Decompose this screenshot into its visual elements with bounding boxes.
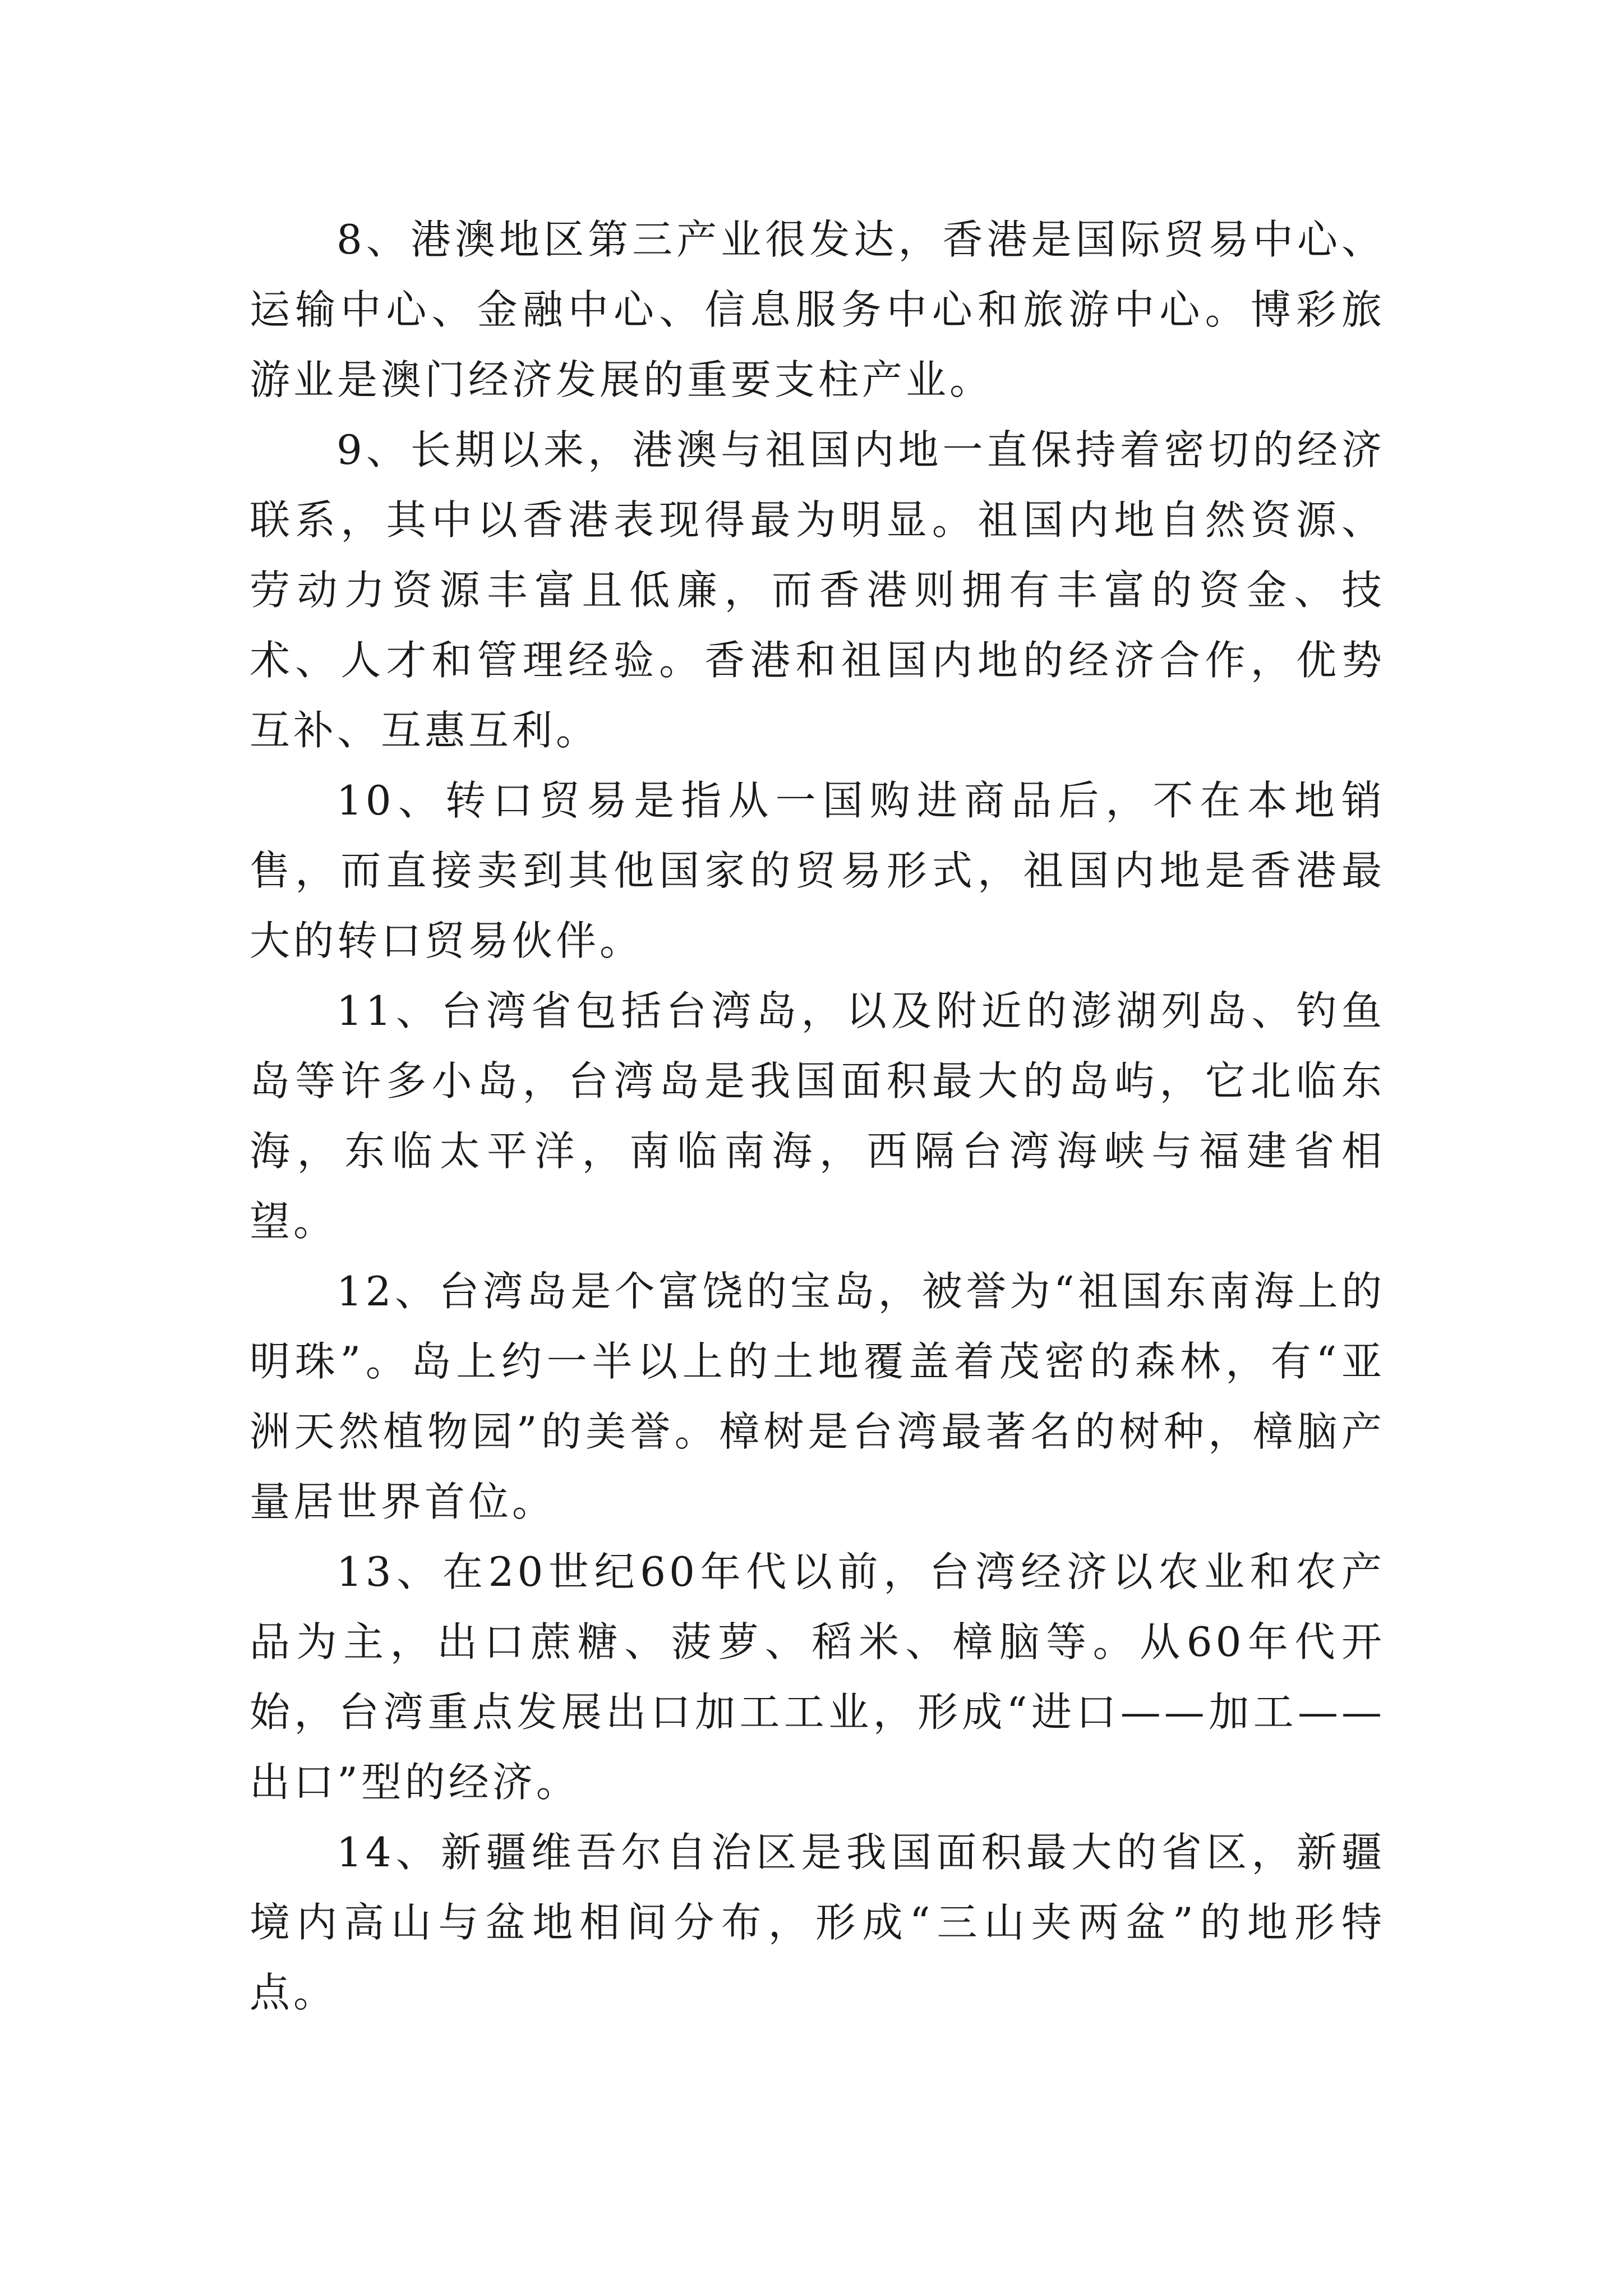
paragraph-14: 14、新疆维吾尔自治区是我国面积最大的省区，新疆境内高山与盆地相间分布，形成“三山夹两盆”的地形特点。: [250, 1829, 1385, 2016]
paragraph-12: 12、台湾岛是个富饶的宝岛，被誉为“祖国东南海上的明珠”。岛上约一半以上的土地覆盖着茂密的森林，有“亚洲天然植物园”的美誉。樟树是台湾最著名的树种，樟脑产量居世界首位。: [250, 1268, 1385, 1525]
paragraph-9: 9、长期以来，港澳与祖国内地一直保持着密切的经济联系，其中以香港表现得最为明显。祖国内地自然资源、劳动力资源丰富且低廉，而香港则拥有丰富的资金、技术、人才和管理经验。香港和祖国内地的经济合作，优势互补、互惠互利。: [250, 426, 1385, 754]
paragraph-10: 10、转口贸易是指从一国购进商品后，不在本地销售，而直接卖到其他国家的贸易形式，祖国内地是香港最大的转口贸易伙伴。: [250, 777, 1385, 964]
paragraph-8: 8、港澳地区第三产业很发达，香港是国际贸易中心、运输中心、金融中心、信息服务中心和旅游中心。博彩旅游业是澳门经济发展的重要支柱产业。: [250, 216, 1385, 403]
paragraph-13: 13、在20世纪60年代以前，台湾经济以农业和农产品为主，出口蔗糖、菠萝、稻米、樟脑等。从60年代开始，台湾重点发展出口加工工业，形成“进口——加工——出口”型的经济。: [250, 1548, 1385, 1806]
paragraph-11: 11、台湾省包括台湾岛，以及附近的澎湖列岛、钓鱼岛等许多小岛，台湾岛是我国面积最大的岛屿，它北临东海，东临太平洋，南临南海，西隔台湾海峡与福建省相望。: [250, 987, 1385, 1245]
document-body: [250, 205, 1385, 2028]
